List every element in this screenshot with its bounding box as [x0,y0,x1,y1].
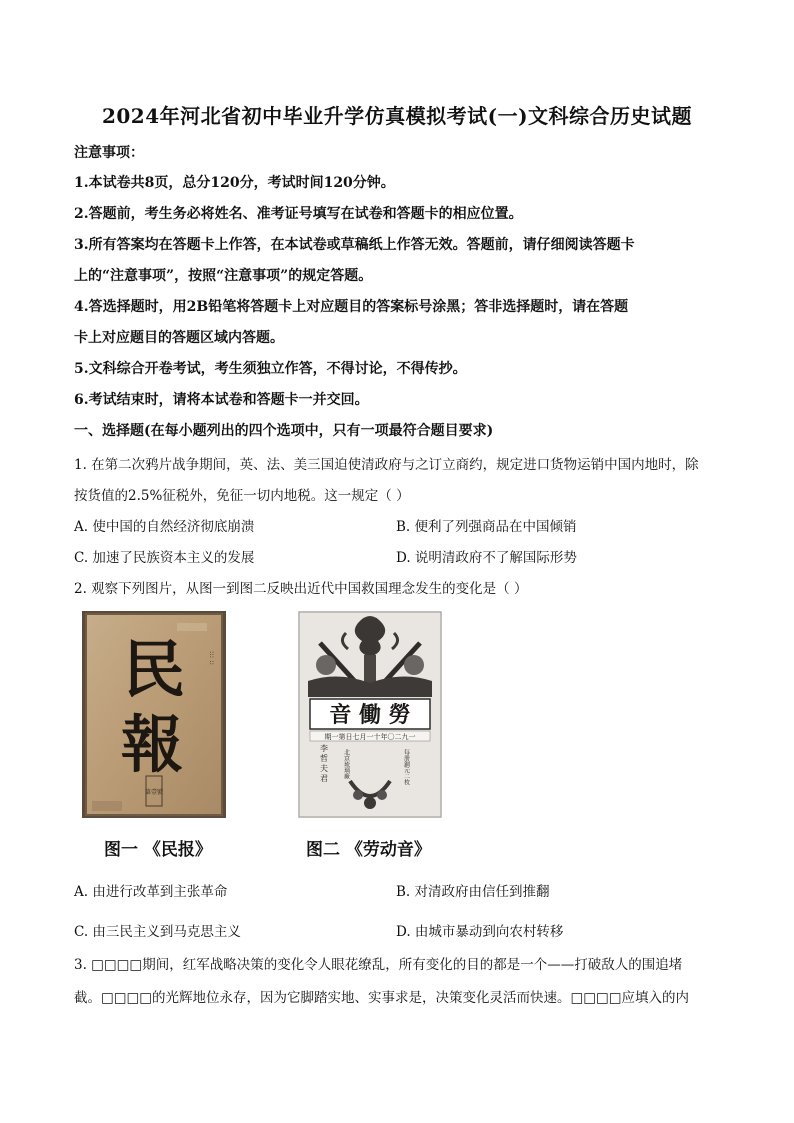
minbao-issue-stamp: 第壹號 [144,789,164,796]
q2-option-b: B. 对清政府由信任到推翻 [396,884,550,900]
laodongyin-address-col: 北京琉璃廠 [342,749,350,779]
laodongyin-cover-illustration [298,611,442,818]
minbao-char-1: 民 [122,633,186,706]
notice-item-3: 3.所有答案均在答题卡上作答，在本试卷或草稿纸上作答无效。答题前，请仔细阅读答题卡 [74,237,635,253]
laodongyin-price-col: 每册銅元二枚 [402,749,410,785]
notice-item-3-cont: 上的“注意事项”，按照“注意事项”的规定答题。 [74,268,373,284]
figure-1-caption: 图一 《民报》 [104,840,212,860]
q1-stem-line1: 1. 在第二次鸦片战争期间，英、法、美三国迫使清政府与之订立商约，规定进口货物运销中国内地时，除 [74,457,699,473]
figure-2-caption: 图二 《劳动音》 [306,840,431,860]
laodongyin-author-col-2: 哲 [320,754,328,763]
notice-item-4: 4.答选择题时，用2B铅笔将答题卡上对应题目的答案标号涂黑；答非选择题时，请在答题 [74,299,629,315]
notice-item-4-cont: 卡上对应题目的答题区域内答题。 [74,330,284,346]
laodongyin-author-col-1: 李 [320,744,328,753]
laodongyin-masthead: 音 働 勞 [329,702,411,728]
q2-option-a: A. 由进行改革到主张革命 [74,884,228,900]
q1-option-a: A. 使中国的自然经济彻底崩溃 [74,519,255,535]
notice-item-6: 6.考试结束时，请将本试卷和答题卡一并交回。 [74,392,369,408]
figure-laodongyin-image [298,611,442,818]
notice-item-5: 5.文科综合开卷考试，考生须独立作答，不得讨论，不得传抄。 [74,361,467,377]
minbao-cover-illustration [82,611,226,818]
notice-item-2: 2.答题前，考生务必将姓名、准考证号填写在试卷和答题卡的相应位置。 [74,206,523,222]
laodongyin-dateline: 期一第日七月一十年〇二九一 [324,733,416,741]
laodongyin-author-col-3: 夫 [320,764,328,773]
q2-option-d: D. 由城市暴动到向农村转移 [396,924,564,940]
q1-stem-line2: 按货值的2.5%征税外，免征一切内地税。这一规定（ ） [74,488,410,504]
q1-option-c: C. 加速了民族资本主义的发展 [74,550,255,566]
q3-stem-line2: 截。□□□□的光辉地位永存，因为它脚踏实地、实事求是，决策变化灵活而快速。□□□□应填入的内 [74,990,690,1006]
minbao-char-2: 報 [120,708,184,781]
notice-item-1: 1.本试卷共8页，总分120分，考试时间120分钟。 [74,175,395,191]
q2-stem: 2. 观察下列图片，从图一到图二反映出近代中国救国理念发生的变化是（ ） [74,581,528,597]
notice-heading: 注意事项： [74,145,144,161]
q1-option-d: D. 说明清政府不了解国际形势 [396,550,577,566]
figure-minbao-image [82,611,226,818]
section-heading-choice: 一、选择题(在每小题列出的四个选项中，只有一项最符合题目要求) [74,423,494,439]
page-title: 2024年河北省初中毕业升学仿真模拟考试(一)文科综合历史试题 [101,104,693,128]
q1-option-b: B. 便利了列强商品在中国倾销 [396,519,577,535]
q3-stem-line1: 3. □□□□期间，红军战略决策的变化令人眼花缭乱，所有变化的目的都是一个——打破敌人的围追堵 [74,957,683,973]
laodongyin-author-col-4: 君 [320,774,328,783]
q2-option-c: C. 由三民主义到马克思主义 [74,924,241,940]
svg-text:::: ::: ::: :: [208,651,216,666]
